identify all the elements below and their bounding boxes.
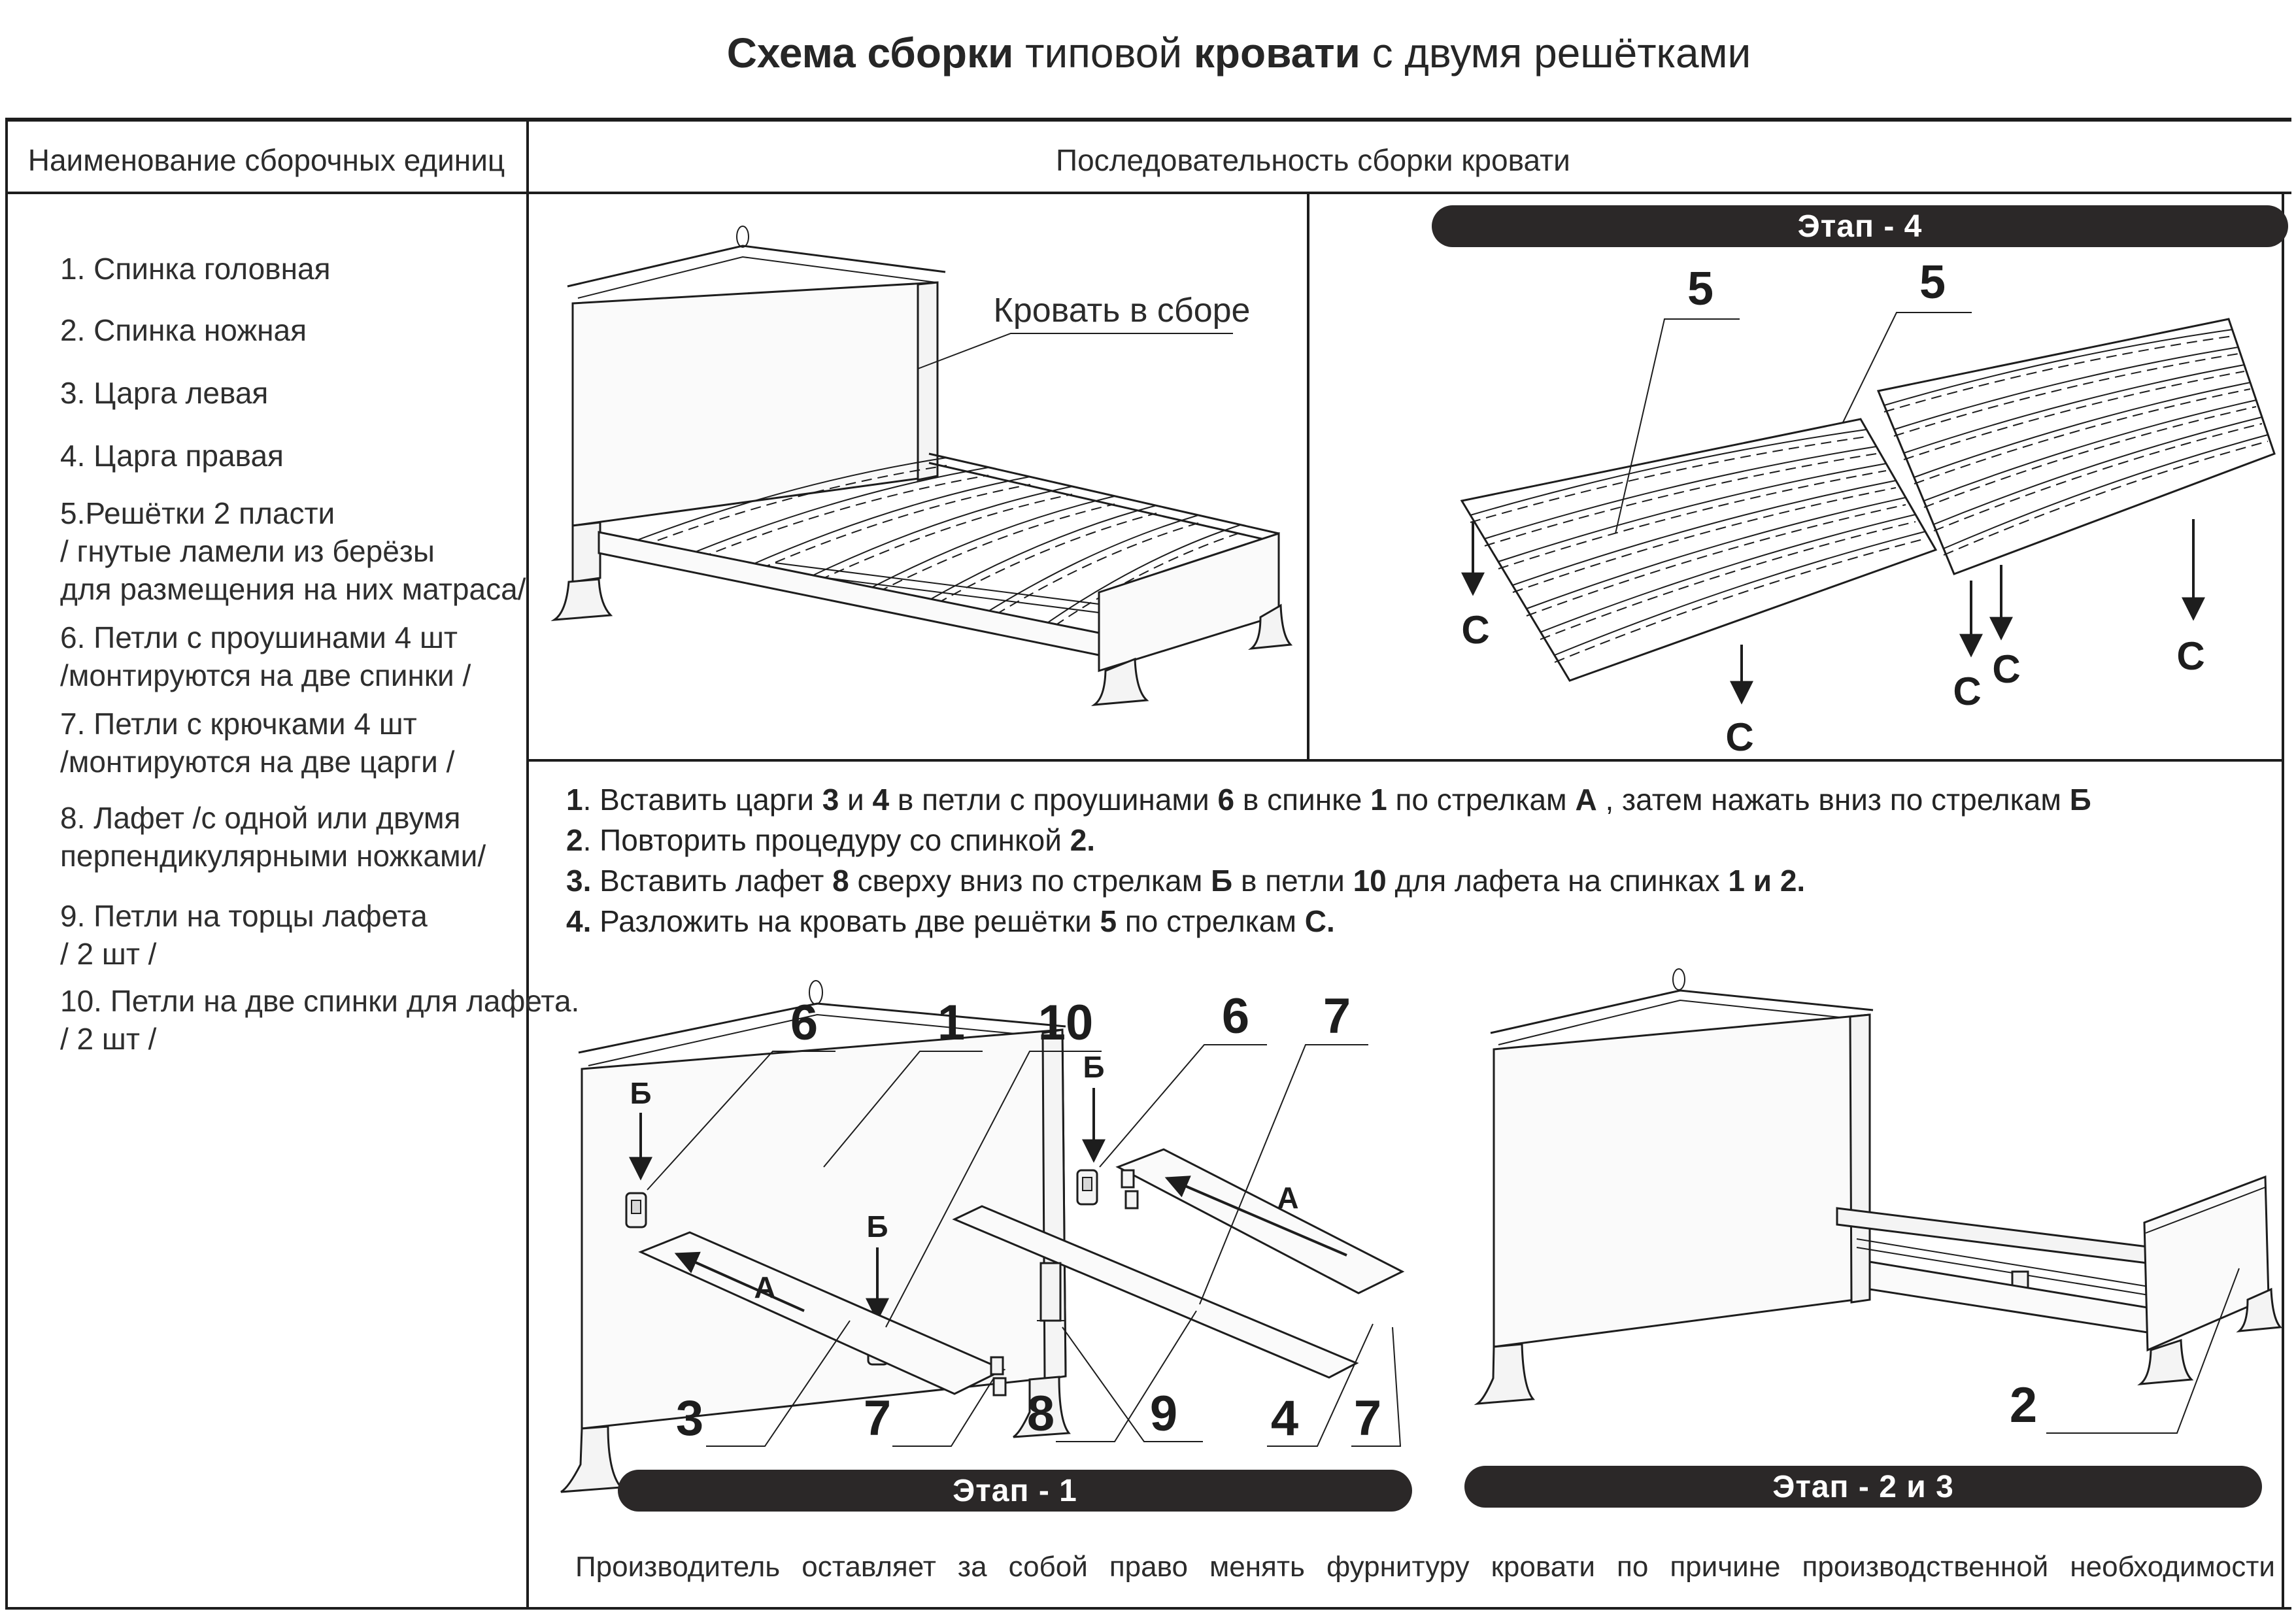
part-item-3: 3. Царга левая — [60, 376, 269, 410]
press-letter-B: Б — [866, 1210, 888, 1243]
headboard-panel — [1494, 1015, 1870, 1347]
assembled-bed-diagram — [527, 194, 1308, 760]
grid-callout-5-left: 5 — [1687, 263, 1714, 315]
stage23-diagram — [1464, 941, 2282, 1471]
callout-2: 2 — [2009, 1378, 2038, 1433]
callout-leader — [1100, 1045, 1267, 1167]
eyelet-hinge — [626, 1193, 646, 1227]
bottom-rule — [5, 1607, 2291, 1610]
slat-grid-left — [1462, 419, 1936, 681]
part-item-10: 10. Петли на две спинки для лафета. / 2 шт / — [60, 984, 580, 1056]
arrow-C-group — [1461, 519, 2204, 759]
part-item-1: 1. Спинка головная — [60, 252, 331, 286]
stage4-banner: Этап - 4 — [1432, 205, 2288, 247]
callout-leader — [1062, 1327, 1203, 1442]
top-rule — [5, 118, 2291, 122]
arrow-letter-C: С — [1992, 647, 2021, 691]
side-rail — [599, 532, 1099, 655]
part-item-2: 2. Спинка ножная — [60, 313, 307, 347]
callout-7: 7 — [1323, 989, 1351, 1044]
arrow-letter-C: С — [1461, 608, 1490, 652]
footboard-panel — [1099, 533, 1279, 671]
press-letter-B: Б — [630, 1076, 652, 1110]
assembled-bed-label: Кровать в сборе — [993, 292, 1251, 330]
headboard-panel — [573, 282, 937, 526]
slat-grid-right — [1878, 319, 2274, 574]
stage1-diagram — [543, 941, 1412, 1471]
part-item-9: 9. Петли на торцы лафета / 2 шт / — [60, 899, 428, 971]
side-rail-right-4 — [1118, 1149, 1402, 1293]
right-border — [2282, 192, 2284, 1610]
grid-callout-5-right: 5 — [1919, 256, 1946, 309]
part-item-4: 4. Царга правая — [60, 439, 284, 473]
hook-hinge — [1122, 1170, 1134, 1187]
stage23-banner: Этап - 2 и 3 — [1464, 1466, 2262, 1508]
callout-3: 3 — [675, 1391, 704, 1446]
headboard-foot — [554, 579, 611, 620]
stage4-diagram — [1308, 194, 2282, 760]
hook-hinge — [1126, 1191, 1138, 1208]
left-border — [5, 118, 8, 1610]
part-item-7: 7. Петли с крючками 4 шт /монтируются на две царги / — [60, 707, 455, 779]
arrow-letter-C: С — [1725, 715, 1754, 759]
callout-7: 7 — [1353, 1391, 1382, 1446]
headboard-pediment — [567, 246, 945, 286]
lafet-leg-9 — [1041, 1263, 1060, 1321]
headboard-post — [573, 522, 600, 582]
label-leader-line — [918, 333, 1233, 369]
callout-6: 6 — [1221, 989, 1250, 1044]
hook-hinge — [991, 1357, 1003, 1374]
headboard-foot-left — [561, 1427, 621, 1492]
instruction-step-1: 1. Вставить царги 3 и 4 в петли с проушинами 6 в спинке 1 по стрелкам А , затем нажать вниз по стрелкам Б — [566, 783, 2091, 817]
manufacturer-note: Производитель оставляет за собой право менять фурнитуру кровати по причине производственной необходимости — [575, 1551, 2275, 1583]
arrow-letter-C: С — [1953, 669, 1982, 713]
callout-8: 8 — [1026, 1386, 1055, 1442]
part-item-5: 5.Решётки 2 пласти / гнутые ламели из берёзы для размещения на них матраса/ — [60, 496, 526, 606]
callout-9: 9 — [1149, 1386, 1178, 1442]
insert-letter-A: А — [1277, 1181, 1299, 1215]
callout-7: 7 — [863, 1391, 892, 1446]
finial-ornament — [1673, 969, 1685, 990]
insert-letter-A: А — [754, 1270, 776, 1304]
instruction-step-4: 4. Разложить на кровать две решётки 5 по стрелкам С. — [566, 904, 1335, 938]
finial-ornament — [737, 226, 749, 247]
press-letter-B: Б — [1083, 1050, 1105, 1084]
callout-1: 1 — [937, 995, 966, 1051]
callout-10: 10 — [1038, 995, 1094, 1051]
part-item-8: 8. Лафет /с одной или двумя перпендикулярными ножками/ — [60, 801, 486, 873]
parts-column-header: Наименование сборочных единиц — [27, 143, 505, 177]
sequence-column-header: Последовательность сборки кровати — [1056, 143, 1570, 177]
instruction-step-3: 3. Вставить лафет 8 сверху вниз по стрелкам Б в петли 10 для лафета на спинках 1 и 2. — [566, 864, 1806, 898]
callout-6: 6 — [790, 995, 819, 1051]
instruction-step-2: 2. Повторить процедуру со спинкой 2. — [566, 823, 1096, 857]
page-title: Схема сборки типовой кровати с двумя решётками — [726, 29, 1751, 76]
arrow-letter-C: С — [2176, 634, 2205, 678]
hook-hinge — [994, 1378, 1005, 1395]
callout-leader — [1615, 319, 1740, 533]
insert-arrow — [1167, 1178, 1347, 1255]
stage1-banner: Этап - 1 — [618, 1470, 1412, 1512]
part-item-6: 6. Петли с проушинами 4 шт /монтируются на две спинки / — [60, 620, 471, 692]
callout-4: 4 — [1270, 1391, 1299, 1446]
eyelet-hinge — [1077, 1170, 1097, 1204]
headboard-foot — [1477, 1344, 1533, 1404]
